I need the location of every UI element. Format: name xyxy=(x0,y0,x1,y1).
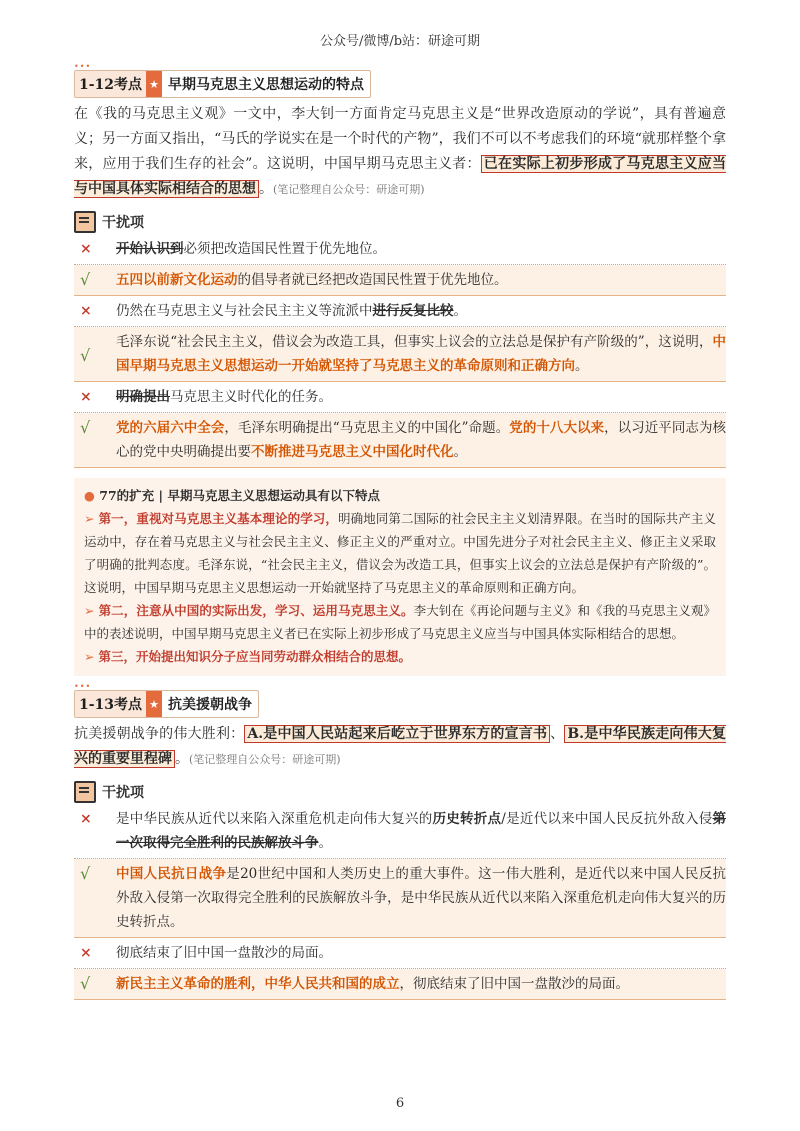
extension-heading: ● 77的扩充 | 早期马克思主义思想运动具有以下特点 xyxy=(84,488,380,503)
extension-point-3: ➢ 第三，开始提出知识分子应当同劳动群众相结合的思想。 xyxy=(84,649,411,664)
topic-paragraph: 抗美援朝战争的伟大胜利： A.是中国人民站起来后屹立于世界东方的宣言书 、 B.是中华民族走向伟大复兴的重要里程碑 。(笔记整理自公众号：研途可期) xyxy=(74,726,726,767)
cross-icon: × xyxy=(80,389,92,405)
source-note: (笔记整理自公众号：研途可期) xyxy=(273,183,425,196)
extension-point-1: ➢ 第一，重视对马克思主义基本理论的学习，明确地同第二国际的社会民主主义划清界限。在当时的国际共产主义运动中，存在着马克思主义与社会民主主义、修正主义的严重对立。中国先进分子对社会民主主义、修正主义采取了明确的批判态度。毛泽东说，“社会民主主义，借议会为改造工具，但事实上议会的立法总是保护有产阶级的”。这说明，中国早期马克思主义思想运动一开始就坚持了马克思主义的革命原则和正确方向。 xyxy=(84,511,716,595)
notebook-icon xyxy=(74,211,96,233)
topic-section-1-12 xyxy=(74,62,727,676)
star-icon: ★ xyxy=(146,71,162,97)
notebook-icon xyxy=(74,781,96,803)
distractor-row-correct: √ 毛泽东说“社会民主主义，借议会为改造工具，但事实上议会的立法总是保护有产阶级的”，这说明，中国早期马克思主义思想运动一开始就坚持了马克思主义的革命原则和正确方向。 xyxy=(74,327,726,382)
topic-paragraph: 在《我的马克思主义观》一文中，李大钊一方面肯定马克思主义是“世界改造原动的学说”，具有普遍意义；另一方面又指出，“马氏的学说实在是一个时代的产物”，我们不可以不考虑我们的环境“就那样整个拿来，应用于我们生存的社会”。这说明，中国早期马克思主义者： 已在实际上初步形成了马克思主义应当与中国具体实际相结合的思想 。(笔记整理自公众号：研途可期) xyxy=(74,106,727,197)
topic-heading xyxy=(74,70,371,98)
distractor-heading: 干扰项 xyxy=(74,780,726,804)
distractor-row-wrong: × 明确提出马克思主义时代化的任务。 xyxy=(74,382,726,413)
source-note: (笔记整理自公众号：研途可期) xyxy=(189,753,341,766)
decor-dots: ••• xyxy=(74,682,92,691)
key-highlight: 已在实际上初步形成了马克思主义应当与中国具体实际相结合的思想 xyxy=(74,156,727,197)
cross-icon: × xyxy=(80,241,92,257)
check-icon: √ xyxy=(80,270,91,289)
key-highlight: B.是中华民族走向伟大复兴的重要里程碑 xyxy=(74,726,726,767)
check-icon: √ xyxy=(80,346,91,365)
bulb-icon: ● xyxy=(84,488,95,503)
distractor-row-correct: √ 五四以前新文化运动的倡导者就已经把改造国民性置于优先地位。 xyxy=(74,265,726,296)
check-icon: √ xyxy=(80,864,91,883)
key-highlight: A.是中国人民站起来后屹立于世界东方的宣言书 xyxy=(244,725,550,743)
distractor-heading: 干扰项 xyxy=(74,210,726,234)
decor-dots: ••• xyxy=(74,62,92,71)
cross-icon: × xyxy=(80,945,92,961)
distractor-row-wrong: × 仍然在马克思主义与社会民主主义等流派中进行反复比较。 xyxy=(74,296,726,327)
star-icon: ★ xyxy=(146,691,162,717)
topic-title: 早期马克思主义思想运动的特点 xyxy=(168,77,365,93)
cross-icon: × xyxy=(80,303,92,319)
topic-heading xyxy=(74,690,259,718)
distractor-row-wrong: × 开始认识到必须把改造国民性置于优先地位。 xyxy=(74,234,726,265)
extension-box xyxy=(74,478,726,676)
topic-section-1-13 xyxy=(74,682,727,1000)
topic-number: 1-13考点 xyxy=(75,691,146,717)
cross-icon: × xyxy=(80,811,92,827)
topic-number: 1-12考点 xyxy=(75,71,146,97)
check-icon: √ xyxy=(80,418,91,437)
distractor-row-correct: √ 新民主主义革命的胜利，中华人民共和国的成立，彻底结束了旧中国一盘散沙的局面。 xyxy=(74,969,726,1000)
distractor-row-correct: √ 党的六届六中全会，毛泽东明确提出“马克思主义的中国化”命题。党的十八大以来，以习近平同志为核心的党中央明确提出要不断推进马克思主义中国化时代化。 xyxy=(74,413,726,468)
extension-point-2: ➢ 第二，注意从中国的实际出发，学习、运用马克思主义。李大钊在《再论问题与主义》和《我的马克思主义观》中的表述说明，中国早期马克思主义者已在实际上初步形成了马克思主义应当与中国具体实际相结合的思想。 xyxy=(84,603,716,641)
distractor-row-wrong: × 是中华民族从近代以来陷入深重危机走向伟大复兴的历史转折点/是近代以来中国人民反抗外敌入侵第一次取得完全胜利的民族解放斗争。 xyxy=(74,804,726,859)
topic-title: 抗美援朝战争 xyxy=(168,697,253,713)
page-number: 6 xyxy=(395,1096,405,1111)
check-icon: √ xyxy=(80,974,91,993)
distractor-row-wrong: × 彻底结束了旧中国一盘散沙的局面。 xyxy=(74,938,726,969)
distractor-row-correct: √ 中国人民抗日战争是20世纪中国和人类历史上的重大事件。这一伟大胜利，是近代以来中国人民反抗外敌入侵第一次取得完全胜利的民族解放斗争，是中华民族从近代以来陷入深重危机走向伟大复兴的历史转折点。 xyxy=(74,859,726,938)
page-header: 公众号/微博/b站：研途可期 xyxy=(319,34,481,49)
